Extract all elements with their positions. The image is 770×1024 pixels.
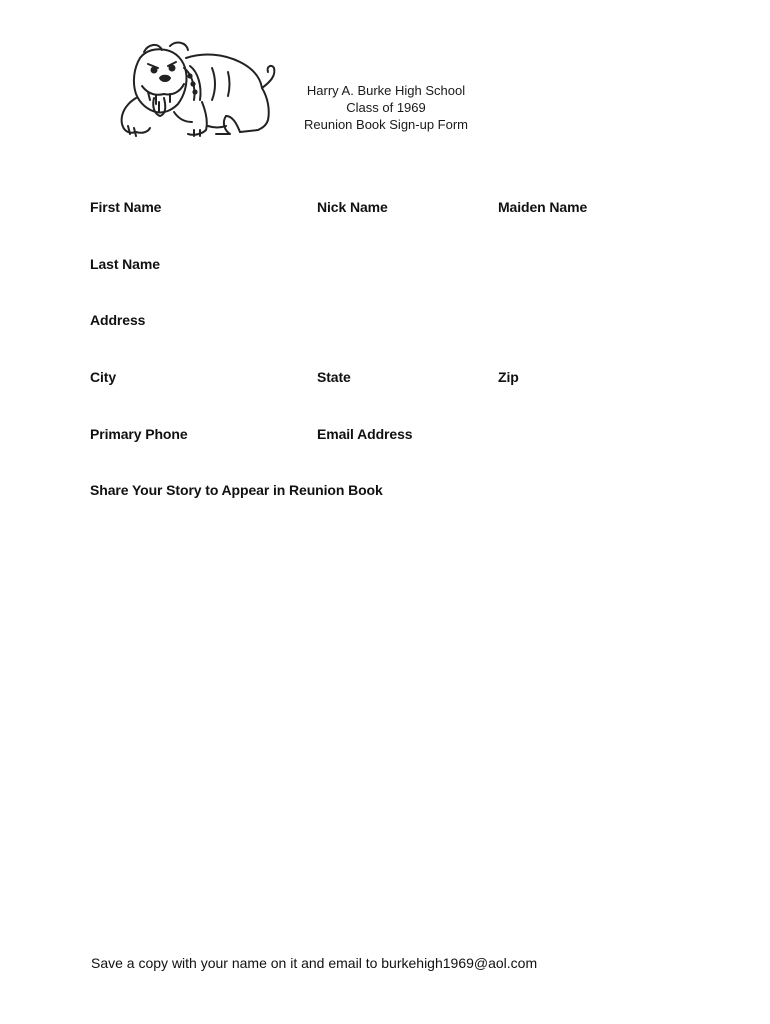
first-name-label: First Name <box>90 199 162 215</box>
city-label: City <box>90 369 117 385</box>
last-name-label: Last Name <box>90 256 160 272</box>
form-header <box>296 82 476 133</box>
address-label: Address <box>90 312 146 328</box>
primary-phone-label: Primary Phone <box>90 426 188 442</box>
state-label: State <box>317 369 351 385</box>
class-year: Class of 1969 <box>346 100 426 115</box>
school-name: Harry A. Burke High School <box>306 83 466 98</box>
form-title: Reunion Book Sign-up Form <box>303 117 469 132</box>
share-story-label: Share Your Story to Appear in Reunion Book <box>90 482 383 498</box>
bulldog-mascot-icon <box>112 38 280 146</box>
zip-label: Zip <box>498 369 519 385</box>
maiden-name-label: Maiden Name <box>498 199 588 215</box>
email-address-label: Email Address <box>317 426 413 442</box>
nick-name-label: Nick Name <box>317 199 388 215</box>
footer-instructions: Save a copy with your name on it and email to burkehigh1969@aol.com <box>91 955 538 971</box>
